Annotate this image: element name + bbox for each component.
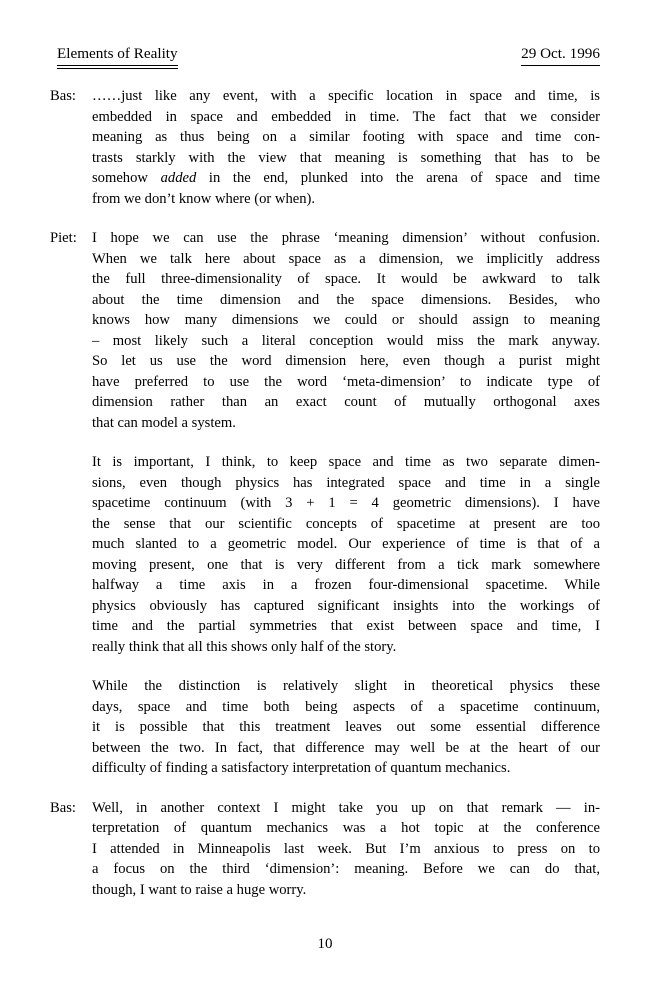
speaker-label: Bas:	[50, 88, 76, 104]
text-line: a focus on the third ‘dimension’: meaning. Before we can do that,	[92, 861, 600, 877]
text-line: moving present, one that is very different from a tick mark somewhere	[92, 556, 600, 573]
page-number: 10	[317, 936, 333, 952]
page-date: 29 Oct. 1996	[521, 45, 600, 66]
text-line: though, I want to raise a huge worry.	[92, 881, 307, 898]
text-line: Well, in another context I might take you up on that remark — in-	[92, 799, 600, 816]
text-line: knows how many dimensions we could or should assign to meaning	[92, 312, 600, 328]
text-line: ……just like any event, with a specific location in space and time, is	[92, 88, 600, 104]
text-line: the full three-dimensionality of space. It would be awkward to talk	[92, 271, 600, 287]
text-line: between the two. In fact, that difference may well be at the heart of our	[92, 739, 600, 756]
text-line: it is possible that this treatment leaves out some essential difference	[92, 719, 600, 735]
text-line: difficulty of finding a satisfactory interpretation of quantum mechanics.	[92, 760, 511, 776]
text-line: dimension rather than an exact count of mutually orthogonal axes	[92, 394, 600, 410]
text-line: sions, even though physics has integrated space and time in a single	[92, 474, 600, 491]
paragraph-lines	[92, 86, 600, 209]
text-line: trasts starkly with the view that meaning is something that has to be	[92, 149, 600, 166]
text-line: days, space and time both being aspects of a spacetime continuum,	[92, 698, 600, 715]
dialogue-paragraph	[50, 798, 600, 901]
text-line: about the time dimension and the space dimensions. Besides, who	[92, 291, 600, 308]
text-line: that can model a system.	[92, 414, 236, 431]
page-footer	[50, 936, 600, 953]
text-line: I hope we can use the phrase ‘meaning dimension’ without confusion.	[92, 230, 600, 246]
text-line: It is important, I think, to keep space and time as two separate dimen-	[92, 454, 600, 470]
text-line: somehow added in the end, plunked into the arena of space and time	[92, 170, 600, 186]
text-line: from we don’t know where (or when).	[92, 190, 316, 207]
text-line: have preferred to use the word ‘meta-dimension’ to indicate type of	[92, 373, 600, 390]
text-line: the sense that our scientific concepts of spacetime at present are too	[92, 515, 600, 532]
text-line: When we talk here about space as a dimension, we implicitly address	[92, 250, 600, 267]
text-line: meaning as thus being on a similar footing with space and time con-	[92, 129, 600, 145]
text-line: spacetime continuum (with 3 + 1 = 4 geometric dimensions). I have	[92, 495, 600, 511]
speaker-label	[50, 676, 92, 779]
page-header	[57, 45, 600, 66]
dialogue-paragraph	[50, 228, 600, 433]
dialogue-paragraph	[50, 676, 600, 779]
dialogue-paragraph	[50, 86, 600, 209]
text-line: embedded in space and embedded in time. The fact that we consider	[92, 108, 600, 125]
text-line: time and the partial symmetries that exist between space and time, I	[92, 618, 600, 634]
text-line: much slanted to a geometric model. Our experience of time is that of a	[92, 536, 600, 552]
text-line: While the distinction is relatively slight in theoretical physics these	[92, 678, 600, 694]
paragraph-lines	[92, 676, 600, 779]
text-line: So let us use the word dimension here, even though a purist might	[92, 353, 600, 369]
dialogue-paragraph	[50, 452, 600, 657]
speaker-label	[50, 452, 92, 657]
paragraph-lines	[92, 452, 600, 657]
paragraph-lines	[92, 798, 600, 901]
text-line: halfway a time axis in a frozen four-dimensional spacetime. While	[92, 577, 600, 593]
speaker-label: Piet:	[50, 230, 77, 246]
dialogue	[50, 86, 600, 919]
text-line: I attended in Minneapolis last week. But I’m anxious to press on to	[92, 840, 600, 857]
text-line: terpretation of quantum mechanics was a hot topic at the conference	[92, 820, 600, 836]
text-line: physics obviously has captured significant insights into the workings of	[92, 597, 600, 614]
page-title: Elements of Reality	[57, 45, 178, 66]
text-line: – most likely such a literal conception would miss the mark anyway.	[92, 332, 600, 349]
speaker-label: Bas:	[50, 799, 76, 816]
paragraph-lines	[92, 228, 600, 433]
text-line: really think that all this shows only half of the story.	[92, 638, 397, 655]
